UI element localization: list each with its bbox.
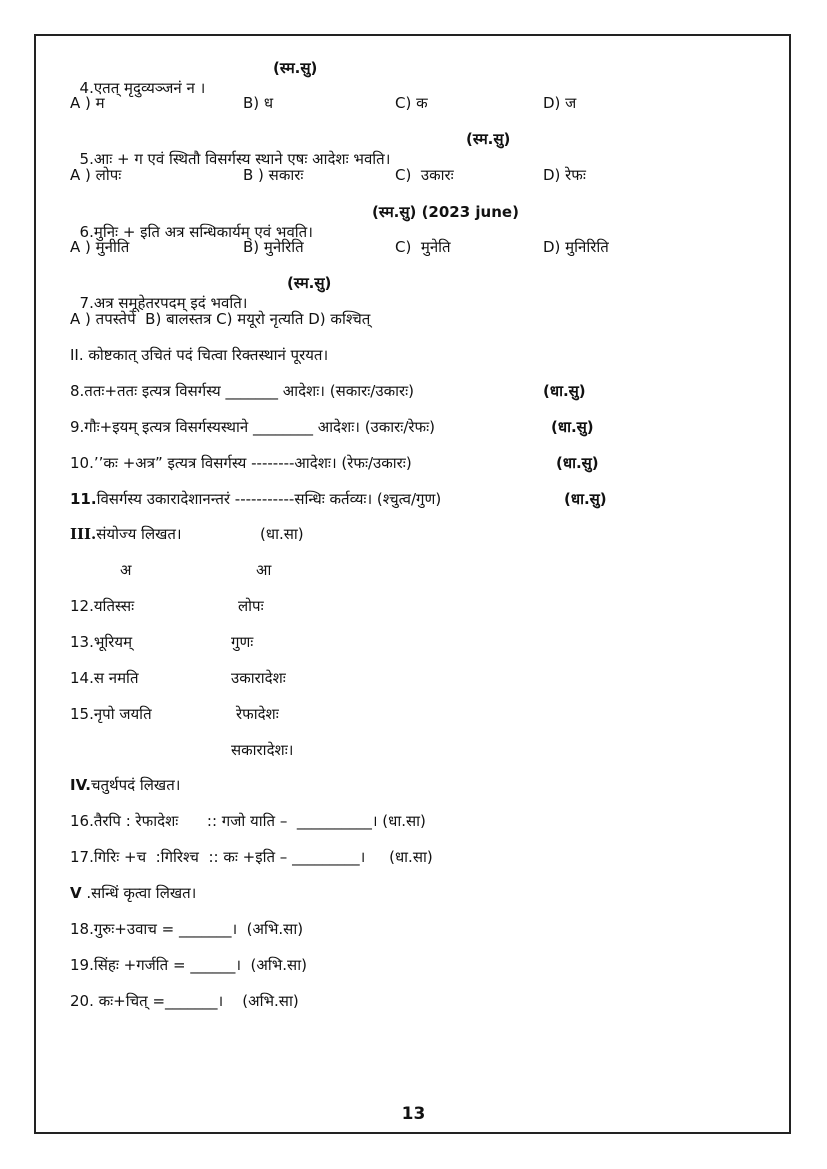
question-6-option-d: D) मुनिरिति xyxy=(543,238,609,256)
question-4-tag: (स्म.सु) xyxy=(273,59,318,77)
question-4-option-d: D) ज xyxy=(543,94,577,112)
question-6 xyxy=(70,202,313,242)
section-5-roman: V xyxy=(70,884,82,902)
question-4-option-b: B) ध xyxy=(243,94,274,112)
question-6-option-b: B) मुनेरिति xyxy=(243,238,304,256)
question-11-text: विसर्गस्य उकारादेशानन्तरं -----------सन्धिः कर्तव्यः। (श्चुत्व/गुण) xyxy=(96,490,442,508)
match-row-14-b: उकारादेशः xyxy=(231,669,286,687)
question-6-tag: (स्म.सु) (2023 june) xyxy=(372,203,519,221)
question-8: 8.ततः+ततः इत्यत्र विसर्गस्य _______ आदेशः। (सकारः/उकारः) xyxy=(70,382,414,400)
question-9: 9.गौः+इयम् इत्यत्र विसर्गस्यस्थाने ________ आदेशः। (उकारः/रेफः) xyxy=(70,418,435,436)
question-6-option-a: A ) मुनीति xyxy=(70,238,130,256)
section-3-title: संयोज्य लिखत। xyxy=(96,525,182,543)
section-4-title: चतुर्थपदं लिखत। xyxy=(90,776,181,794)
question-6-option-c: C) मुनेति xyxy=(395,238,451,256)
question-7-options: A ) तपस्तेपे B) बालस्तत्र C) मयूरो नृत्यति D) कश्चित् xyxy=(70,310,371,328)
question-18: 18.गुरुः+उवाच = _______। (अभि.सा) xyxy=(70,920,304,938)
match-row-13-a: 13.भूरियम् xyxy=(70,633,133,651)
question-5-option-a: A ) लोपः xyxy=(70,166,122,184)
question-6-text: 6.मुनिः + इति अत्र सन्धिकार्यम् एवं भवति। xyxy=(79,223,313,241)
page-number: 13 xyxy=(401,1104,426,1124)
question-4 xyxy=(70,58,205,98)
question-10: 10.’’कः +अत्र” इत्यत्र विसर्गस्य --------आदेशः। (रेफः/उकारः) xyxy=(70,454,412,472)
question-16: 16.तैरपि : रेफादेशः :: गजो याति – __________। (धा.सा) xyxy=(70,812,426,830)
section-4-heading xyxy=(70,775,180,795)
question-10-tag: (धा.सु) xyxy=(556,454,599,472)
match-row-12-a: 12.यतिस्सः xyxy=(70,597,135,615)
question-7-tag: (स्म.सु) xyxy=(287,274,332,292)
question-4-option-a: A ) म xyxy=(70,94,105,112)
question-11 xyxy=(70,489,441,509)
question-5-tag: (स्म.सु) xyxy=(466,130,511,148)
column-b-header: आ xyxy=(256,561,272,579)
question-11-number: 11. xyxy=(70,490,97,508)
section-3-tag: (धा.सा) xyxy=(260,525,304,543)
question-4-text: 4.एतत् मृदुव्यञ्जनं न । xyxy=(79,79,206,97)
match-row-14-a: 14.स नमति xyxy=(70,669,139,687)
match-row-15-a: 15.नृपो जयति xyxy=(70,705,152,723)
question-11-tag: (धा.सु) xyxy=(564,490,607,508)
section-5-heading xyxy=(70,883,196,903)
section-5-title: .सन्धिं कृत्वा लिखत। xyxy=(81,884,197,902)
question-5 xyxy=(70,129,390,169)
match-row-extra-b: सकारादेशः। xyxy=(231,741,294,759)
question-5-option-c: C) उकारः xyxy=(395,166,454,184)
match-row-12-b: लोपः xyxy=(238,597,264,615)
question-5-option-d: D) रेफः xyxy=(543,166,586,184)
section-4-roman: IV. xyxy=(70,776,91,794)
question-20: 20. कः+चित् =_______। (अभि.सा) xyxy=(70,992,299,1010)
section-3-roman: III. xyxy=(70,525,97,543)
section-2-heading: II. कोष्टकात् उचितं पदं चित्वा रिक्तस्थानं पूरयत। xyxy=(70,346,329,364)
column-a-header: अ xyxy=(120,561,132,579)
question-4-option-c: C) क xyxy=(395,94,428,112)
question-5-text: 5.आः + ग एवं स्थितौ विसर्गस्य स्थाने एषः आदेशः भवति। xyxy=(79,150,391,168)
match-row-13-b: गुणः xyxy=(231,633,254,651)
match-row-15-b: रेफादेशः xyxy=(236,705,279,723)
question-19: 19.सिंहः +गर्जति = ______। (अभि.सा) xyxy=(70,956,307,974)
question-7 xyxy=(70,273,247,313)
question-7-text: 7.अत्र समूहेतरपदम् इदं भवति। xyxy=(79,294,248,312)
section-3-heading xyxy=(70,524,182,544)
question-8-tag: (धा.सु) xyxy=(543,382,586,400)
question-9-tag: (धा.सु) xyxy=(551,418,594,436)
question-5-option-b: B ) सकारः xyxy=(243,166,304,184)
question-17: 17.गिरिः +च :गिरिश्च :: कः +इति – _________। (धा.सा) xyxy=(70,848,433,866)
